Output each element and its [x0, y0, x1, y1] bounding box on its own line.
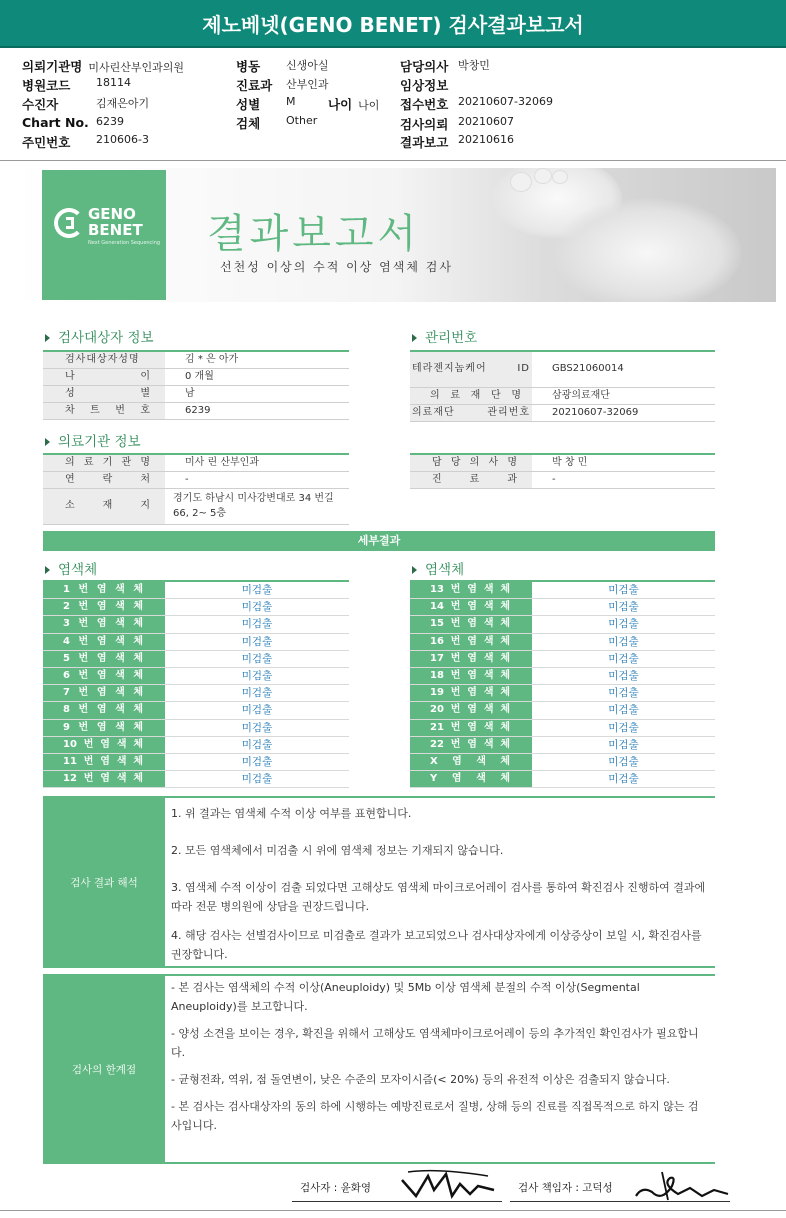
subject-table	[43, 350, 349, 420]
interpretation-paragraph: 4. 해당 검사는 선별검사이므로 미검출로 결과가 보고되었으나 검사대상자에게 이상증상이 보일 시, 확진검사를 권장합니다.	[171, 929, 702, 961]
chromosome-label: 9 번 염 색 체	[43, 720, 165, 736]
header-label: 진료과	[236, 78, 273, 93]
row-value: -	[185, 474, 189, 485]
chromosome-result: 미검출	[608, 652, 639, 665]
interpretation-paragraph: 1. 위 결과는 염색체 수적 이상 여부를 표현합니다.	[171, 807, 412, 820]
director-signature-label: 검사 책임자 : 고덕성	[518, 1182, 613, 1194]
limitations-body	[171, 976, 709, 1135]
chromosome-label: 5 번 염 색 체	[43, 651, 165, 667]
chromosome-row	[410, 582, 715, 599]
table-row	[410, 388, 715, 405]
row-value: 경기도 하남시 미사강변대로 34 번길 66, 2~ 5층	[173, 493, 334, 519]
row-label: 의 료 재 단 명	[410, 388, 532, 404]
chromosome-label: 17 번 염 색 체	[410, 651, 532, 667]
chromosome-row	[43, 702, 349, 719]
chromosome-result: 미검출	[608, 773, 639, 786]
interpretation-box	[43, 796, 715, 968]
chromosome-result: 미검출	[608, 721, 639, 734]
chromosome-heading-left: 염색체	[45, 558, 97, 578]
arrow-icon	[412, 334, 417, 342]
logo-text-benet: BENET	[88, 221, 143, 239]
chromosome-result: 미검출	[608, 601, 639, 614]
chromosome-row	[43, 634, 349, 651]
chromosome-row	[43, 651, 349, 668]
header-label: 성별	[236, 97, 261, 112]
interpretation-label: 검사 결과 해석	[43, 798, 165, 966]
chromosome-label: 6 번 염 색 체	[43, 668, 165, 684]
chromosome-label: 1 번 염 색 체	[43, 582, 165, 598]
header-label: 수진자	[22, 97, 59, 112]
header-value: 210606-3	[96, 133, 149, 146]
limitations-paragraph: - 양성 소견을 보이는 경우, 확진을 위해서 고해상도 염색체마이크로어레이 등의 추가적인 확인검사가 필요합니다.	[171, 1027, 699, 1059]
company-logo	[42, 170, 166, 300]
row-value: -	[552, 474, 556, 485]
chromosome-result: 미검출	[241, 721, 273, 734]
header-label: 담당의사	[400, 59, 449, 74]
table-row	[410, 472, 715, 489]
header-value: 김재은아기	[96, 97, 150, 110]
chromosome-row	[410, 634, 715, 651]
table-row	[410, 405, 715, 422]
arrow-icon	[45, 334, 50, 342]
chromosome-label: 20 번 염 색 체	[410, 702, 532, 718]
row-label: 진 료 과	[410, 472, 532, 488]
chromosome-label: 15 번 염 색 체	[410, 616, 532, 632]
row-value: 김 * 은 아가	[185, 354, 239, 365]
header-value: 20210607	[458, 115, 514, 128]
row-label: 나 이	[43, 369, 165, 385]
chromosome-row	[43, 616, 349, 633]
chromosome-row	[43, 668, 349, 685]
limitations-paragraph: - 본 검사는 염색체의 수적 이상(Aneuploidy) 및 5Mb 이상 염색체 분절의 수적 이상(Segmental Aneuploidy)를 보고합니다.	[171, 981, 640, 1013]
chromosome-result: 미검출	[241, 738, 273, 751]
chromosome-row	[410, 651, 715, 668]
interpretation-body	[171, 798, 709, 964]
limitations-paragraph: - 본 검사는 검사대상자의 동의 하에 시행하는 예방진료로서 질병, 상해 등의 진료를 직접목적으로 하지 않는 검사입니다.	[171, 1100, 699, 1132]
chromosome-row	[410, 720, 715, 737]
limitations-label: 검사의 한계점	[43, 976, 165, 1162]
header-label: 임상정보	[400, 78, 449, 93]
chromosome-row	[43, 771, 349, 788]
age-value: 나이	[358, 99, 380, 112]
table-row	[43, 386, 349, 403]
chromosome-row	[410, 616, 715, 633]
chromosome-result: 미검출	[241, 773, 273, 786]
chromosome-table-left	[43, 580, 349, 788]
chromosome-row	[410, 599, 715, 616]
table-row	[43, 455, 349, 472]
chromosome-label: 2 번 염 색 체	[43, 599, 165, 615]
chromosome-label: 22 번 염 색 체	[410, 737, 532, 753]
header-value: 18114	[96, 76, 131, 89]
table-row	[43, 489, 349, 525]
logo-g-bar-icon	[66, 217, 74, 229]
arrow-icon	[45, 438, 50, 446]
chromosome-result: 미검출	[608, 738, 639, 751]
header-value: 20210607-32069	[458, 95, 553, 108]
baby-foot-image	[552, 198, 742, 302]
header-value: Other	[286, 114, 318, 127]
report-banner	[12, 168, 776, 302]
table-row	[43, 472, 349, 489]
header-label: 병원코드	[22, 78, 71, 93]
chromosome-label: Y 염 색 체	[410, 771, 532, 787]
row-label: 성 별	[43, 386, 165, 402]
chromosome-result: 미검출	[241, 601, 273, 614]
chromosome-result: 미검출	[241, 669, 273, 682]
chromosome-result: 미검출	[608, 704, 639, 717]
header-value: 박창민	[458, 59, 490, 72]
chromosome-label: 11 번 염 색 체	[43, 754, 165, 770]
row-label: 담 당 의 사 명	[410, 455, 532, 471]
row-label: 연 락 처	[43, 472, 165, 488]
chromosome-label: 19 번 염 색 체	[410, 685, 532, 701]
table-row	[43, 369, 349, 386]
chromosome-row	[410, 771, 715, 788]
institution-right-table	[410, 453, 715, 489]
header-value: M	[286, 95, 296, 108]
chromosome-label: 8 번 염 색 체	[43, 702, 165, 718]
chromosome-result: 미검출	[608, 618, 639, 631]
header-value: 6239	[96, 115, 124, 128]
chromosome-label: 16 번 염 색 체	[410, 634, 532, 650]
table-row	[410, 352, 715, 388]
chromosome-label: 12 번 염 색 체	[43, 771, 165, 787]
management-table	[410, 350, 715, 422]
toe-shape	[552, 170, 568, 184]
divider	[0, 1210, 786, 1211]
chromosome-result: 미검출	[241, 635, 273, 648]
chromosome-result: 미검출	[241, 652, 273, 665]
chromosome-label: 18 번 염 색 체	[410, 668, 532, 684]
management-section-heading: 관리번호	[412, 326, 477, 346]
arrow-icon	[45, 566, 50, 574]
row-label: 소 재 지	[43, 489, 165, 524]
table-row	[43, 352, 349, 369]
chromosome-result: 미검출	[241, 584, 273, 596]
signature-line	[292, 1201, 502, 1202]
row-value: 미사 린 산부인과	[185, 457, 259, 468]
chromosome-row	[410, 668, 715, 685]
header-label: 주민번호	[22, 135, 71, 150]
interpretation-paragraph: 2. 모든 염색체에서 미검출 시 위에 염색체 정보는 기재되지 않습니다.	[171, 844, 504, 857]
chromosome-row	[410, 685, 715, 702]
chromosome-row	[43, 720, 349, 737]
chromosome-heading-right: 염색체	[412, 558, 464, 578]
header-label: Chart No.	[22, 115, 89, 130]
signature-line	[510, 1201, 730, 1202]
row-value: 남	[185, 388, 195, 399]
table-row	[410, 455, 715, 472]
chromosome-label: 7 번 염 색 체	[43, 685, 165, 701]
chromosome-row	[43, 599, 349, 616]
header-info	[0, 55, 786, 155]
toe-shape	[510, 172, 532, 192]
limitations-paragraph: - 균형전좌, 역위, 점 돌연변이, 낮은 수준의 모자이시즘(< 20%) 등의 유전적 이상은 검출되지 않습니다.	[171, 1073, 670, 1086]
header-label: 검체	[236, 116, 261, 131]
chromosome-label: 14 번 염 색 체	[410, 599, 532, 615]
row-value: GBS21060014	[552, 363, 624, 374]
banner-title: 결과보고서	[207, 211, 421, 257]
header-label: 의뢰기관명	[22, 59, 83, 74]
chromosome-result: 미검출	[608, 755, 639, 768]
row-label: 테라젠지놈케어 ID	[410, 352, 532, 387]
chromosome-result: 미검출	[608, 635, 639, 648]
tester-signature-label: 검사자 : 윤화영	[300, 1182, 372, 1194]
chromosome-label: 3 번 염 색 체	[43, 616, 165, 632]
header-value: 산부인과	[286, 78, 329, 91]
row-value: 20210607-32069	[552, 407, 639, 418]
detail-results-bar: 세부결과	[43, 531, 715, 551]
row-label: 검사대상자성명	[43, 352, 165, 368]
chromosome-row	[43, 685, 349, 702]
row-label: 차 트 번 호	[43, 403, 165, 419]
banner-subtitle: 선천성 이상의 수적 이상 염색체 검사	[220, 260, 453, 274]
chromosome-row	[43, 737, 349, 754]
header-label: 접수번호	[400, 97, 449, 112]
chromosome-row	[43, 754, 349, 771]
toe-shape	[534, 168, 552, 184]
chromosome-result: 미검출	[241, 618, 273, 631]
arrow-icon	[412, 566, 417, 574]
row-value: 박 창 민	[552, 457, 588, 468]
chromosome-label: 13 번 염 색 체	[410, 582, 532, 598]
header-label: 검사의뢰	[400, 117, 449, 132]
chromosome-label: 21 번 염 색 체	[410, 720, 532, 736]
chromosome-result: 미검출	[241, 704, 273, 717]
row-label: 의료재단 관리번호	[410, 405, 532, 421]
interpretation-paragraph: 3. 염색체 수적 이상이 검출 되었다면 고해상도 염색체 마이크로어레이 검사를 통하여 확진검사 진행하여 결과에 따라 전문 병의원에 상담을 권장드립니다.	[171, 881, 706, 913]
chromosome-result: 미검출	[608, 687, 639, 700]
table-row	[43, 403, 349, 420]
chromosome-result: 미검출	[241, 687, 273, 700]
chromosome-label: X 염 색 체	[410, 754, 532, 770]
row-value: 0 개월	[185, 371, 214, 382]
row-label: 의 료 기 관 명	[43, 455, 165, 471]
chromosome-label: 10 번 염 색 체	[43, 737, 165, 753]
chromosome-result: 미검출	[241, 755, 273, 768]
chromosome-row	[410, 702, 715, 719]
chromosome-label: 4 번 염 색 체	[43, 634, 165, 650]
institution-section-heading: 의료기관 정보	[45, 430, 141, 450]
header-value: 20210616	[458, 133, 514, 146]
header-value: 신생아실	[286, 59, 329, 72]
chromosome-row	[410, 737, 715, 754]
chromosome-row	[410, 754, 715, 771]
chromosome-result: 미검출	[608, 584, 639, 596]
row-value: 6239	[185, 405, 211, 416]
header-value: 미사린산부인과의원	[88, 61, 185, 74]
header-label: 병동	[236, 59, 261, 74]
row-value: 삼광의료재단	[552, 390, 610, 401]
header-label: 결과보고	[400, 135, 449, 150]
report-title: 제노베넷(GENO BENET) 검사결과보고서	[0, 0, 786, 48]
chromosome-row	[43, 582, 349, 599]
age-label: 나이	[328, 97, 353, 112]
subject-section-heading: 검사대상자 정보	[45, 326, 154, 346]
limitations-box	[43, 974, 715, 1164]
logo-tagline: Next Generation Sequencing	[88, 240, 161, 246]
chromosome-result: 미검출	[608, 669, 639, 682]
chromosome-table-right	[410, 580, 715, 788]
divider	[0, 160, 786, 161]
logo-text-geno: GENO	[88, 205, 136, 223]
institution-table	[43, 453, 349, 525]
